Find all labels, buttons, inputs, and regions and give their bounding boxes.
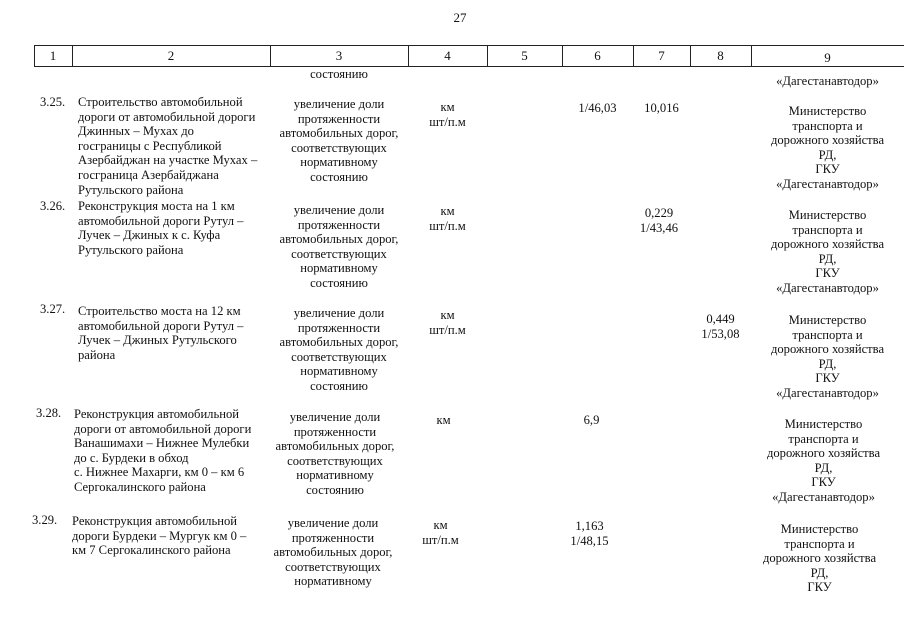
- row-col7: 10,016: [644, 101, 679, 115]
- row-name: Строительство моста на 12 км автомобильной дороги Рутул – Лучек – Джиных Рутульского района: [78, 304, 244, 362]
- row-col7: 0,229 1/43,46: [639, 206, 679, 235]
- row-name: Строительство автомобильной дороги от автомобильной дороги Джинных – Мухах до госграницы с Республикой Азербайджан на участке Мухах – госграница Азербайджана Рутульского района: [78, 95, 258, 197]
- header-col-9: 9: [824, 50, 831, 65]
- header-col-8: 8: [717, 48, 724, 63]
- header-col-1: 1: [49, 48, 57, 63]
- row-unit: км шт/п.м: [429, 100, 466, 129]
- header-col-2: 2: [167, 48, 175, 63]
- row-indicator: увеличение доли протяженности автомобильных дорог, соответствующих нормативному состоянию: [275, 410, 395, 497]
- row-name: Реконструкция автомобильной дороги Бурдеки – Мургук км 0 – км 7 Сергокалинского района: [72, 514, 247, 558]
- row-executor: Министерство транспорта и дорожного хозяйства РД, ГКУ: [762, 522, 877, 595]
- row-name: Реконструкция моста на 1 км автомобильной дороги Рутул – Лучек – Джиных к с. Куфа Рутульского района: [78, 199, 244, 257]
- row-col6: 6,9: [583, 413, 600, 427]
- row-col6: 1/46,03: [578, 101, 617, 115]
- row-executor: Министерство транспорта и дорожного хозяйства РД, ГКУ «Дагестанавтодор»: [770, 104, 885, 191]
- row-number: 3.25.: [40, 95, 66, 109]
- row-col6: 1,163 1/48,15: [570, 519, 609, 548]
- page-number: 27: [453, 10, 467, 25]
- carry-over-executor: «Дагестанавтодор»: [776, 74, 879, 88]
- row-executor: Министерство транспорта и дорожного хозяйства РД, ГКУ «Дагестанавтодор»: [770, 313, 885, 400]
- row-number: 3.28.: [36, 406, 62, 420]
- row-unit: км: [436, 413, 451, 427]
- header-col-7: 7: [658, 48, 665, 63]
- row-number: 3.27.: [40, 302, 66, 316]
- header-col-5: 5: [521, 48, 528, 63]
- carry-over-indicator: состоянию: [310, 67, 368, 81]
- row-number: 3.26.: [40, 199, 66, 213]
- row-executor: Министерство транспорта и дорожного хозяйства РД, ГКУ «Дагестанавтодор»: [766, 417, 881, 504]
- row-unit: км шт/п.м: [429, 204, 466, 233]
- row-indicator: увеличение доли протяженности автомобильных дорог, соответствующих нормативному состоянию: [279, 97, 399, 184]
- row-number: 3.29.: [32, 513, 58, 527]
- row-indicator: увеличение доли протяженности автомобильных дорог, соответствующих нормативному: [273, 516, 393, 589]
- row-unit: км шт/п.м: [422, 518, 459, 547]
- row-col8: 0,449 1/53,08: [701, 312, 740, 341]
- row-indicator: увеличение доли протяженности автомобильных дорог, соответствующих нормативному состоянию: [279, 203, 399, 290]
- header-top-line: [34, 45, 904, 46]
- header-col-6: 6: [594, 48, 601, 63]
- header-bottom-line: [34, 66, 904, 67]
- header-col-4: 4: [444, 48, 451, 63]
- row-executor: Министерство транспорта и дорожного хозяйства РД, ГКУ «Дагестанавтодор»: [770, 208, 885, 295]
- row-indicator: увеличение доли протяженности автомобильных дорог, соответствующих нормативному состоянию: [279, 306, 399, 393]
- row-unit: км шт/п.м: [429, 308, 466, 337]
- header-col-3: 3: [335, 48, 343, 63]
- row-name: Реконструкция автомобильной дороги от автомобильной дороги Ванашимахи – Нижнее Мулебки до с. Бурдеки в обход с. Нижнее Махарги, км 0 – км 6 Сергокалинского района: [74, 407, 252, 494]
